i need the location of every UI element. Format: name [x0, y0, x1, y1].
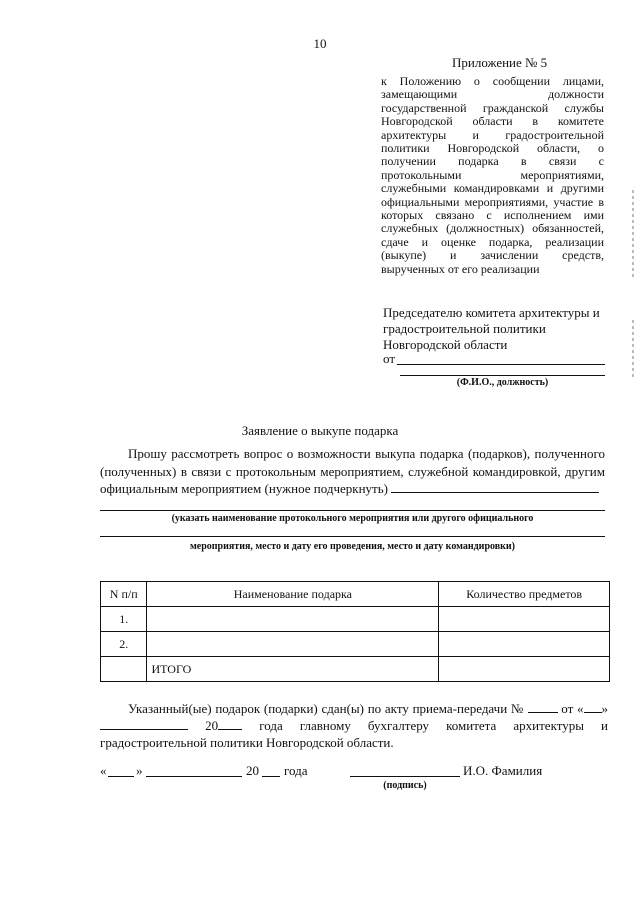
page-number: 10	[313, 36, 327, 51]
total-label: ИТОГО	[147, 657, 439, 682]
row-num: 2.	[101, 632, 147, 657]
total-qty-cell[interactable]	[439, 657, 610, 682]
fio-fill-line[interactable]	[400, 375, 605, 376]
gifts-table	[100, 581, 610, 682]
event-hint-2: мероприятия, место и дату его проведения, место и дату командировки)	[189, 541, 516, 552]
statement-title: Заявление о выкупе подарка	[241, 423, 399, 438]
act-number-fill[interactable]	[528, 701, 558, 713]
statement-body-text: Прошу рассмотреть вопрос о возможности выкупа подарка (подарков), полученного (полученных) в связи с протокольным мероприятием, служебной командировкой, другим официальным мероприятием (нужное подчеркнуть)	[100, 446, 605, 496]
event-fill-line-1[interactable]	[100, 510, 605, 511]
transfer-text	[100, 700, 608, 751]
row-name-cell[interactable]	[147, 632, 439, 657]
sig-day-fill[interactable]	[108, 763, 134, 777]
act-month-fill[interactable]	[100, 718, 188, 730]
transfer-part1: Указанный(ые) подарок (подарки) сдан(ы) по акту приема-передачи №	[128, 701, 524, 716]
scan-edge-mark	[632, 190, 634, 280]
addressee-text: Председателю комитета архитектуры и градостроительной политики Новгородской области	[383, 305, 600, 352]
fio-caption: (Ф.И.О., должность)	[456, 377, 549, 388]
transfer-year-prefix: 20	[205, 718, 219, 733]
event-hint-1: (указать наименование протокольного мероприятия или другого официального	[171, 513, 534, 524]
table-row	[101, 632, 610, 657]
from-fill-line[interactable]	[397, 364, 605, 365]
from-row	[383, 351, 605, 367]
sig-date-open: «	[100, 763, 107, 778]
signer-name: И.О. Фамилия	[463, 763, 543, 778]
header-num: N п/п	[101, 582, 147, 607]
transfer-rest: года главному бухгалтеру комитета архитектуры и градостроительной политики Новгородской области.	[100, 718, 609, 750]
row-qty-cell[interactable]	[439, 607, 610, 632]
from-label: от	[383, 351, 396, 366]
header-name: Наименование подарка	[147, 582, 439, 607]
scan-edge-mark	[632, 320, 634, 380]
appendix-text: к Положению о сообщении лицами, замещающими должности государственной гражданской службы Новгородской области в комитете архитектуры и градостроительной политики Новгородской области, о получении подарка в связи с протокольными мероприятиями, служебными командировками и другими официальными мероприятиями, участие в которых связано с исполнением ими служебных (должностных) обязанностей, сдаче и оценке подарка, реализации (выкупе) и зачислении средств, вырученных от его реализации	[381, 74, 604, 276]
act-year-fill[interactable]	[218, 718, 242, 730]
signature-fill[interactable]	[350, 763, 460, 777]
transfer-quote-close: »	[601, 701, 609, 716]
header-qty: Количество предметов	[439, 582, 610, 607]
row-num: 1.	[101, 607, 147, 632]
act-day-fill[interactable]	[584, 701, 602, 713]
sig-date-close: »	[136, 763, 143, 778]
table-header-row	[101, 582, 610, 607]
event-fill-line-2[interactable]	[100, 536, 605, 537]
table-row	[101, 607, 610, 632]
sig-year-fill[interactable]	[262, 763, 280, 777]
transfer-from: от «	[561, 701, 584, 716]
signature-row	[100, 763, 610, 781]
row-qty-cell[interactable]	[439, 632, 610, 657]
event-inline-fill[interactable]	[391, 481, 599, 493]
sig-year-suffix: года	[284, 763, 308, 778]
sig-month-fill[interactable]	[146, 763, 242, 777]
row-num	[101, 657, 147, 682]
table-total-row	[101, 657, 610, 682]
appendix-title: Приложение № 5	[452, 55, 548, 70]
signature-caption: (подпись)	[383, 780, 427, 791]
sig-year-prefix: 20	[246, 763, 259, 778]
row-name-cell[interactable]	[147, 607, 439, 632]
statement-body	[100, 445, 605, 498]
